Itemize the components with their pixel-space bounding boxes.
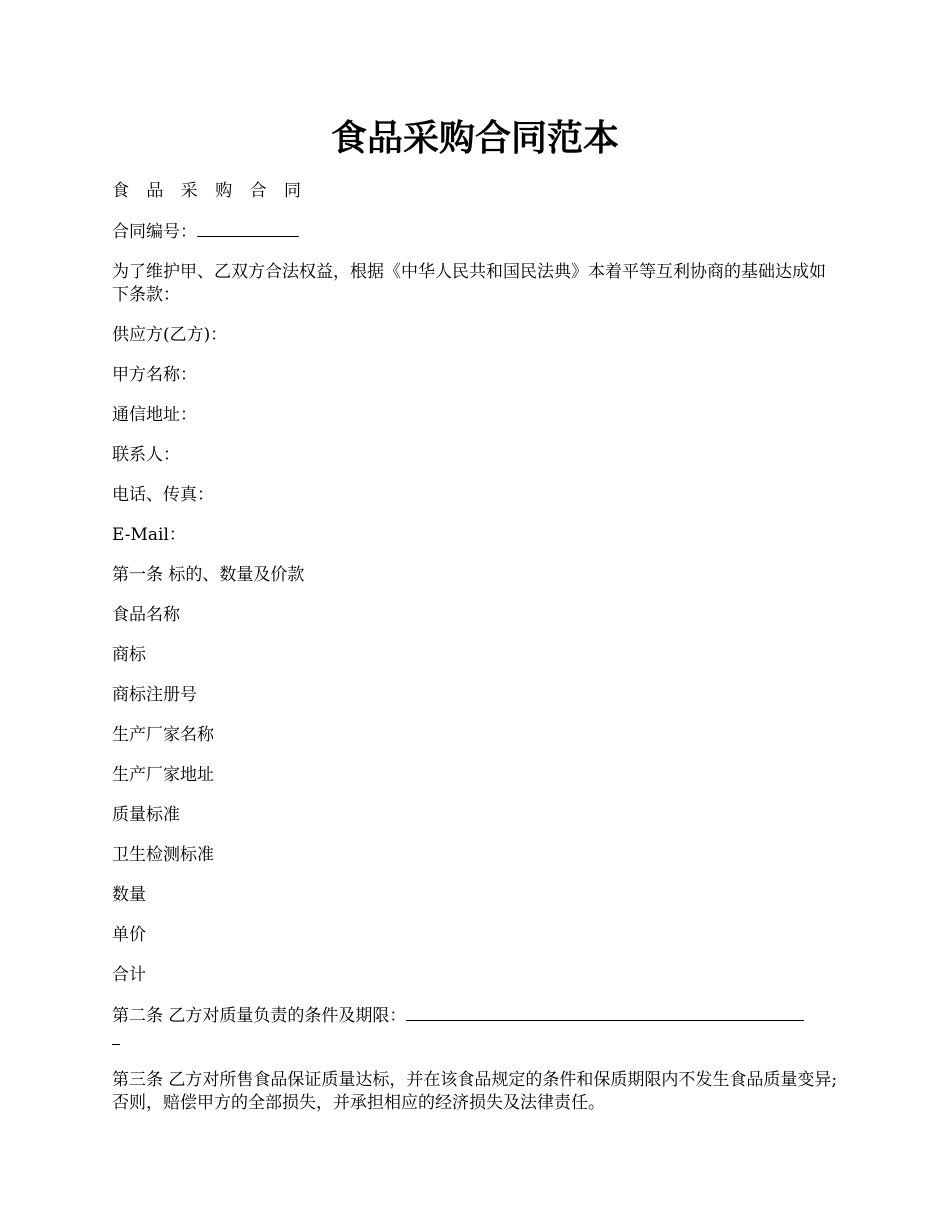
preamble: 为了维护甲、乙双方合法权益，根据《中华人民共和国民法典》本着平等互利协商的基础达成如下条款： xyxy=(112,262,826,305)
document-body xyxy=(112,180,838,1115)
article-2-text: 第二条 乙方对质量负责的条件及期限： xyxy=(112,1006,407,1026)
item-food-name: 食品名称 xyxy=(112,605,180,625)
item-unit-price: 单价 xyxy=(112,925,146,945)
item-trademark-reg-no: 商标注册号 xyxy=(112,685,197,705)
field-party-a-name: 甲方名称： xyxy=(112,365,197,385)
item-quantity: 数量 xyxy=(112,885,146,905)
item-total: 合计 xyxy=(112,965,146,985)
article-2-blank-continuation xyxy=(112,1028,838,1052)
item-hygiene-standard: 卫生检测标准 xyxy=(112,845,214,865)
document-title: 食品采购合同范本 xyxy=(330,117,619,159)
field-contact: 联系人： xyxy=(112,445,180,465)
item-manufacturer-name: 生产厂家名称 xyxy=(112,725,214,745)
field-address: 通信地址： xyxy=(112,405,197,425)
article-2 xyxy=(112,1004,838,1052)
item-trademark: 商标 xyxy=(112,645,146,665)
item-manufacturer-address: 生产厂家地址 xyxy=(112,765,214,785)
contract-subtitle: 食 品 采 购 合 同 xyxy=(112,181,308,201)
item-quality-standard: 质量标准 xyxy=(112,805,180,825)
article-3: 第三条 乙方对所售食品保证质量达标，并在该食品规定的条件和保质期限内不发生食品质量变异;否则，赔偿甲方的全部损失，并承担相应的经济损失及法律责任。 xyxy=(112,1070,838,1113)
field-supplier: 供应方(乙方)： xyxy=(112,325,228,345)
article-2-blank-tail xyxy=(112,1028,120,1045)
contract-number-label: 合同编号： xyxy=(112,222,197,242)
article-2-blank xyxy=(406,1004,804,1021)
contract-number-blank xyxy=(197,220,299,237)
contract-number-line xyxy=(112,220,838,244)
field-phone-fax: 电话、传真： xyxy=(112,485,214,505)
article-1-heading: 第一条 标的、数量及价款 xyxy=(112,565,305,585)
field-email: E-Mail： xyxy=(112,525,186,545)
